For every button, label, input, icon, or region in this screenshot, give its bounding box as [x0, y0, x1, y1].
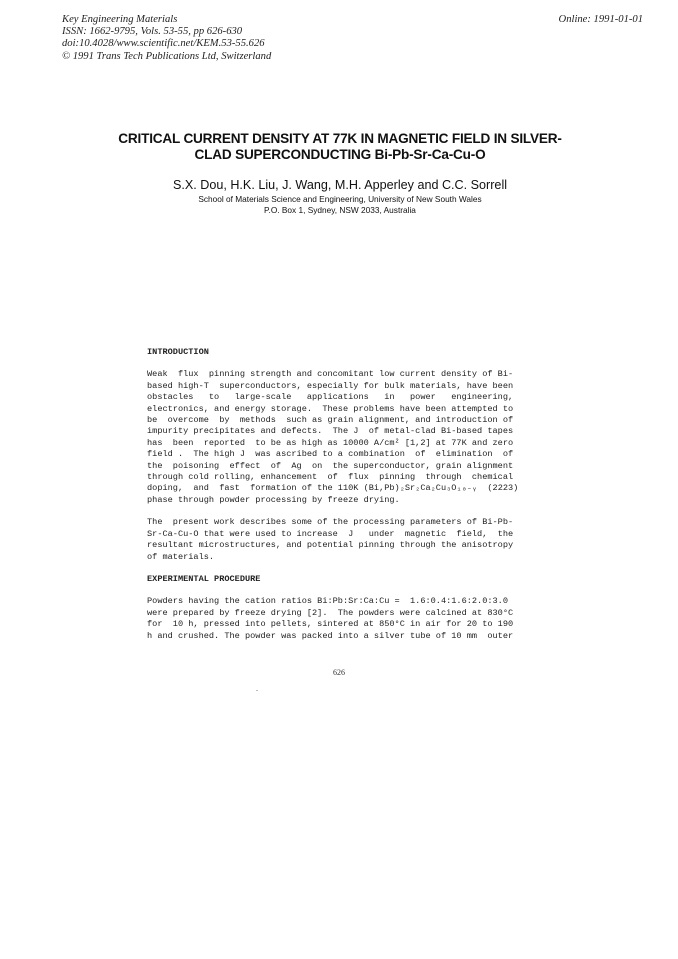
journal-name: Key Engineering Materials	[62, 14, 178, 25]
citation-header	[62, 14, 271, 63]
introduction-heading: INTRODUCTION	[147, 347, 209, 357]
introduction-paragraph-1	[147, 369, 537, 506]
text-line: phase through powder processing by freeze drying.	[147, 494, 400, 505]
text-line: based high-T superconductors, especially for bulk materials, have been	[147, 380, 514, 391]
text-line: field . The high J was ascribed to a combination of elimination of	[147, 449, 514, 460]
text-line: Sr-Ca-Cu-O that were used to increase J under magnetic field, the	[147, 528, 514, 539]
experimental-heading: EXPERIMENTAL PROCEDURE	[147, 573, 261, 584]
issn-line: ISSN: 1662-9795, Vols. 53-55, pp 626-630	[62, 26, 243, 38]
text-line: h and crushed. The powder was packed into a silver tube of 10 mm outer	[147, 630, 514, 641]
text-line: of materials.	[147, 551, 215, 562]
paper-title	[100, 131, 580, 163]
title-line-1: CRITICAL CURRENT DENSITY AT 77K IN MAGNETIC FIELD IN SILVER-	[118, 131, 562, 146]
text-line: The present work describes some of the processing parameters of Bi-Pb-	[147, 517, 514, 528]
scan-artifact	[256, 690, 258, 691]
text-line: Powders having the cation ratios Bi:Pb:Sr:Ca:Cu = 1.6:0.4:1.6:2.0:3.0	[147, 596, 508, 607]
text-line: Weak flux pinning strength and concomitant low current density of Bi-	[147, 369, 514, 380]
copyright-line: © 1991 Trans Tech Publications Ltd, Switzerland	[62, 50, 272, 62]
text-line: electronics, and energy storage. These problems have been attempted to	[147, 403, 514, 414]
author-list: S.X. Dou, H.K. Liu, J. Wang, M.H. Apperley and C.C. Sorrell	[172, 178, 508, 192]
title-line-2: CLAD SUPERCONDUCTING Bi-Pb-Sr-Ca-Cu-O	[194, 147, 486, 162]
text-line: be overcome by methods such as grain alignment, and introduction of	[147, 415, 514, 426]
affiliation	[100, 194, 580, 215]
affiliation-line-2: P.O. Box 1, Sydney, NSW 2033, Australia	[264, 204, 416, 215]
text-line: obstacles to large-scale applications in power engineering,	[147, 392, 514, 403]
text-line: doping, and fast formation of the 110K (Bi,Pb)₂Sr₂Ca₂Cu₃O₁₀₋ᵧ (2223)	[147, 483, 519, 494]
doi-line: doi:10.4028/www.scientific.net/KEM.53-55.626	[62, 38, 265, 50]
affiliation-line-1: School of Materials Science and Engineering, University of New South Wales	[198, 194, 482, 204]
text-line: has been reported to be as high as 10000 A/cm² [1,2] at 77K and zero	[147, 437, 514, 448]
introduction-paragraph-2	[147, 517, 537, 563]
page-number: 626	[333, 668, 345, 677]
text-line: impurity precipitates and defects. The J of metal-clad Bi-based tapes	[147, 426, 514, 437]
experimental-paragraph-1	[147, 596, 537, 642]
text-line: for 10 h, pressed into pellets, sintered at 850°C in air for 20 to 190	[147, 619, 514, 630]
online-date: Online: 1991-01-01	[558, 14, 643, 25]
introduction-section	[147, 347, 537, 642]
text-line: the poisoning effect of Ag on the superconductor, grain alignment	[147, 460, 514, 471]
text-line: were prepared by freeze drying [2]. The powders were calcined at 830°C	[147, 607, 514, 618]
text-line: resultant microstructures, and potential pinning through the anisotropy	[147, 540, 514, 551]
text-line: through cold rolling, enhancement of flux pinning through chemical	[147, 472, 514, 483]
